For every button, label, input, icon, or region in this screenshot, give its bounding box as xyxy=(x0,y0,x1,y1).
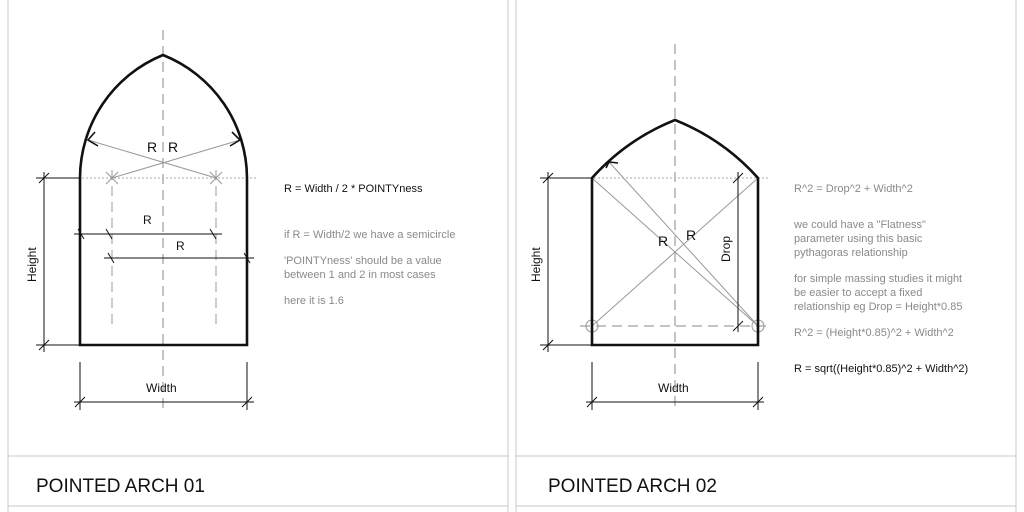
note-2-4: for simple massing studies it might xyxy=(794,273,963,285)
height-label-2: Height xyxy=(529,247,543,282)
panel-2 xyxy=(529,44,968,497)
radius-arrowheads-1 xyxy=(88,132,240,146)
radius-lines-1 xyxy=(88,140,240,330)
note-1-2: between 1 and 2 in most cases xyxy=(284,269,436,281)
note-1-0: if R = Width/2 we have a semicircle xyxy=(284,229,456,241)
width-label-1: Width xyxy=(146,381,177,395)
note-2-7: R^2 = (Height*0.85)^2 + Width^2 xyxy=(794,327,954,339)
width-label-2: Width xyxy=(658,381,689,395)
note-2-6: relationship eg Drop = Height*0.85 xyxy=(794,301,963,313)
drop-label-2: Drop xyxy=(719,235,733,262)
r-dim-label-2: R xyxy=(176,239,185,253)
height-dimension-2 xyxy=(540,172,592,352)
formula-1: R = Width / 2 * POINTYness xyxy=(284,183,423,195)
panel-title-1: POINTED ARCH 01 xyxy=(36,476,205,497)
panel-title-2: POINTED ARCH 02 xyxy=(548,476,717,497)
radius-label-1a: R xyxy=(147,139,158,155)
r-dim-label-1: R xyxy=(143,213,152,227)
radius-label-2a: R xyxy=(658,233,669,249)
panel-1 xyxy=(25,30,455,497)
arch-outline-2 xyxy=(592,120,758,345)
note-2-5: be easier to accept a fixed xyxy=(794,287,923,299)
note-2-3: pythagoras relationship xyxy=(794,247,908,259)
note-2-1: we could have a "Flatness" xyxy=(794,219,926,231)
note-1-1: 'POINTYness' should be a value xyxy=(284,255,442,267)
note-2-2: parameter using this basic xyxy=(794,233,923,245)
r-dimensions-1 xyxy=(74,229,254,263)
radius-label-2b: R xyxy=(686,227,697,243)
note-2-0: R^2 = Drop^2 + Width^2 xyxy=(794,183,913,195)
formula-2: R = sqrt((Height*0.85)^2 + Width^2) xyxy=(794,363,969,375)
note-1-3: here it is 1.6 xyxy=(284,295,344,307)
height-label-1: Height xyxy=(25,247,39,282)
radius-label-1b: R xyxy=(168,139,179,155)
height-dimension-1 xyxy=(36,172,80,352)
